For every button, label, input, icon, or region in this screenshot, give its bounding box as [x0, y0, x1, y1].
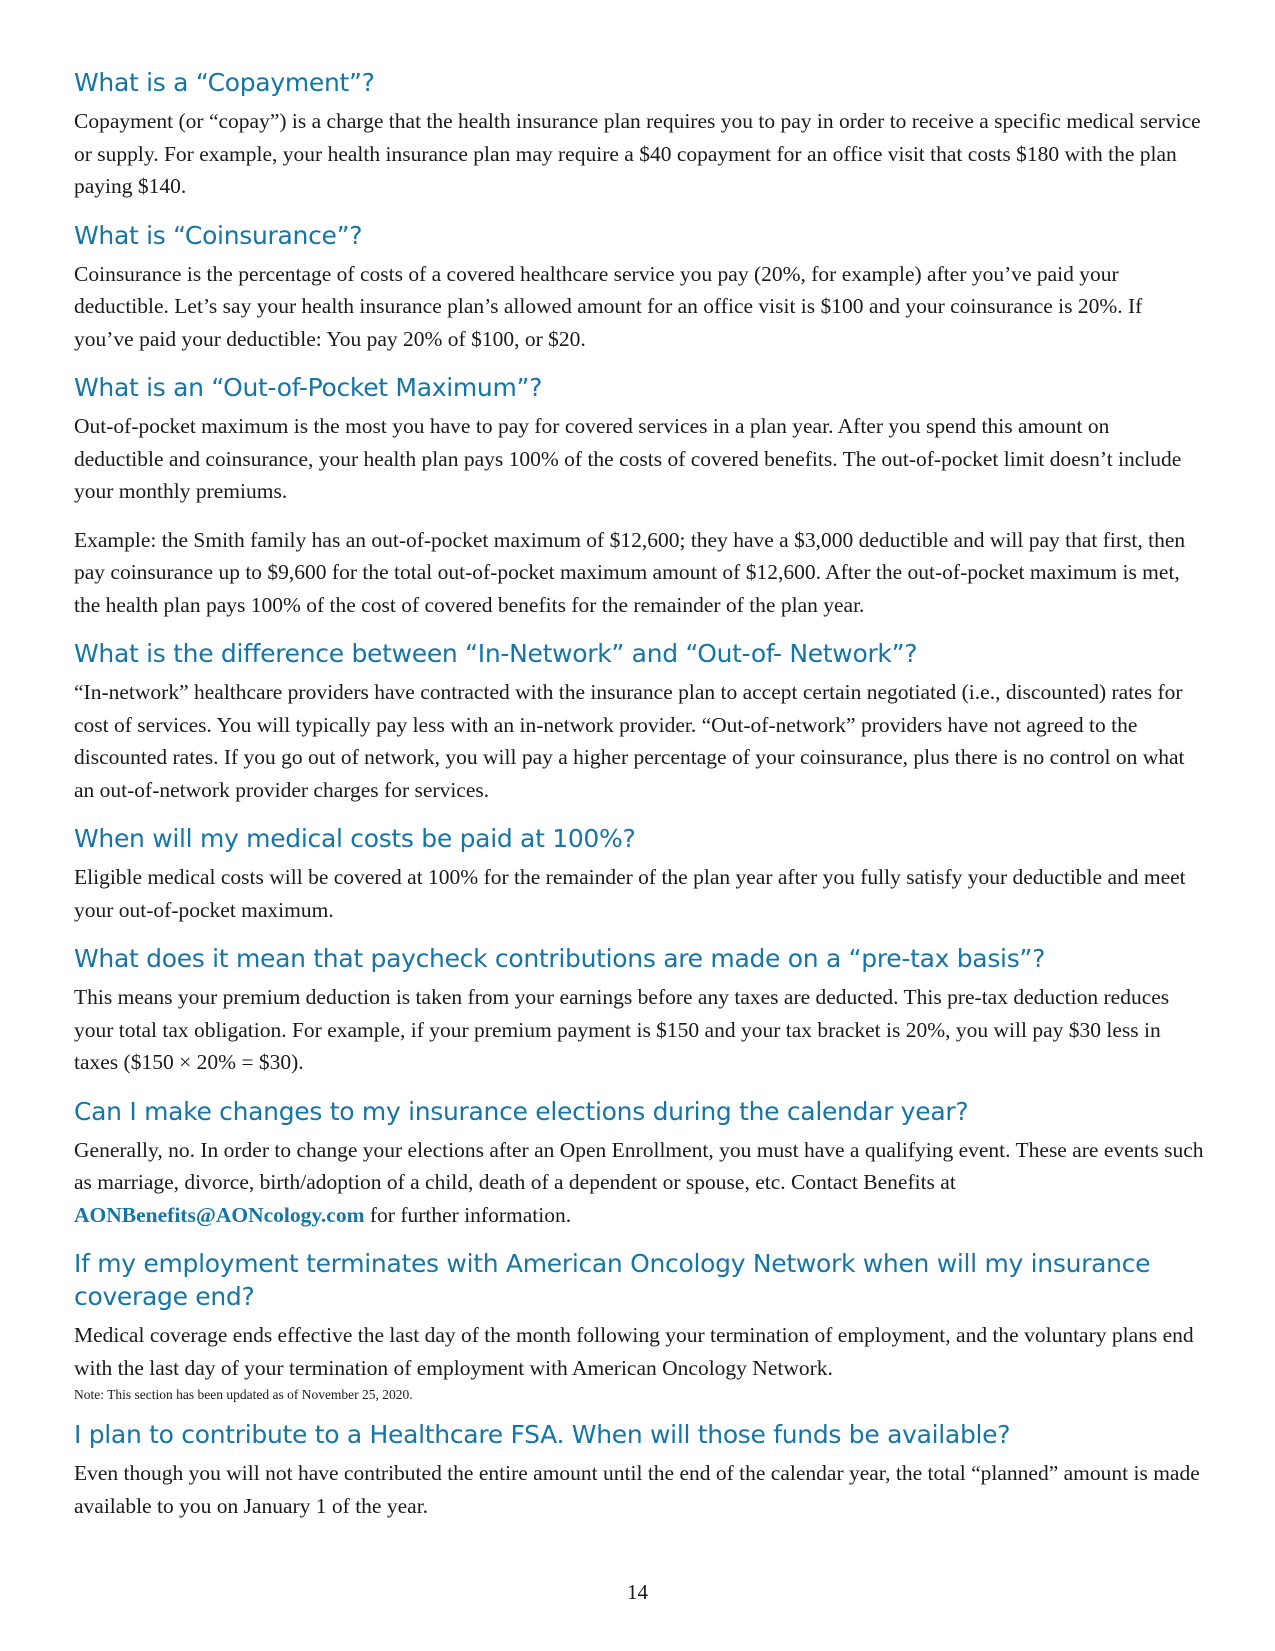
paragraph-election-changes: [74, 1134, 1204, 1232]
heading-paid-100: When will my medical costs be paid at 100%?: [74, 824, 636, 853]
paragraph-copayment: Copayment (or “copay”) is a charge that the health insurance plan requires you to pay in order to receive a specific medical service or supply. For example, your health insurance plan may require a $40 copayment for an office visit that costs $180 with the plan paying $140.: [74, 109, 1201, 198]
faq-coinsurance: [74, 219, 1204, 356]
faq-copayment: [74, 66, 1204, 203]
faq-fsa: [74, 1418, 1204, 1522]
faq-termination: [74, 1247, 1204, 1404]
faq-election-changes: [74, 1095, 1204, 1232]
heading-fsa: I plan to contribute to a Healthcare FSA. When will those funds be available?: [74, 1420, 1011, 1449]
faq-out-of-pocket: [74, 371, 1204, 621]
document-page: [74, 66, 1204, 1538]
paragraph-paid-100: Eligible medical costs will be covered at 100% for the remainder of the plan year after you fully satisfy your deductible and meet your out-of-pocket maximum.: [74, 865, 1186, 922]
paragraph-out-of-pocket: Out-of-pocket maximum is the most you have to pay for covered services in a plan year. After you spend this amount on deductible and coinsurance, your health plan pays 100% of the costs of covered benefits. The out-of-pocket limit doesn’t include your monthly premiums.: [74, 414, 1182, 503]
heading-pre-tax: What does it mean that paycheck contributions are made on a “pre-tax basis”?: [74, 944, 1046, 973]
heading-coinsurance: What is “Coinsurance”?: [74, 220, 363, 250]
faq-network: [74, 637, 1204, 806]
faq-paid-100: [74, 822, 1204, 926]
paragraph-termination: Medical coverage ends effective the last day of the month following your termination of employment, and the voluntary plans end with the last day of your termination of employment with American Oncology Network.: [74, 1323, 1194, 1380]
heading-copayment: What is a “Copayment”?: [74, 68, 375, 97]
paragraph-fsa: Even though you will not have contributed the entire amount until the end of the calendar year, the total “planned” amount is made available to you on January 1 of the year.: [74, 1461, 1200, 1518]
paragraph-network: “In-network” healthcare providers have contracted with the insurance plan to accept certain negotiated (i.e., discounted) rates for cost of services. You will typically pay less with an in-network provider. “Out-of-network” providers have not agreed to the discounted rates. If you go out of network, you will pay a higher percentage of your coinsurance, plus there is no control on what an out-of-network provider charges for services.: [74, 680, 1185, 802]
heading-out-of-pocket: What is an “Out-of-Pocket Maximum”?: [74, 373, 543, 402]
heading-election-changes: Can I make changes to my insurance elections during the calendar year?: [74, 1096, 969, 1126]
paragraph-coinsurance: Coinsurance is the percentage of costs of a covered healthcare service you pay (20%, for example) after you’ve paid your deductible. Let’s say your health insurance plan’s allowed amount for an office visit is $100 and your coinsurance is 20%. If you’ve paid your deductible: You pay 20% of $100, or $20.: [74, 261, 1143, 351]
paragraph-election-changes-text: Generally, no. In order to change your elections after an Open Enrollment, you must have a qualifying event. These are events such as marriage, divorce, birth/adoption of a child, death of a dependent or spouse, etc. Contact Benefits at: [74, 1137, 1204, 1194]
faq-pre-tax: [74, 942, 1204, 1079]
heading-network: What is the difference between “In-Network” and “Out-of- Network”?: [74, 639, 918, 668]
page-number: 14: [627, 1580, 648, 1604]
benefits-email-link[interactable]: AONBenefits@AONcology.com: [74, 1202, 365, 1227]
update-note: Note: This section has been updated as of November 25, 2020.: [74, 1387, 413, 1402]
heading-termination: If my employment terminates with American Oncology Network when will my insurance coverage end?: [74, 1249, 1151, 1311]
paragraph-election-changes-tail: for further information.: [364, 1202, 572, 1227]
paragraph-out-of-pocket-example: Example: the Smith family has an out-of-pocket maximum of $12,600; they have a $3,000 deductible and will pay that first, then pay coinsurance up to $9,600 for the total out-of-pocket maximum amount of $12,600. After the out-of-pocket maximum is met, the health plan pays 100% of the cost of covered benefits for the remainder of the plan year.: [74, 527, 1186, 617]
paragraph-pre-tax: This means your premium deduction is taken from your earnings before any taxes are deducted. This pre-tax deduction reduces your total tax obligation. For example, if your premium payment is $150 and your tax bracket is 20%, you will pay $30 less in taxes ($150 × 20% = $30).: [74, 985, 1170, 1074]
